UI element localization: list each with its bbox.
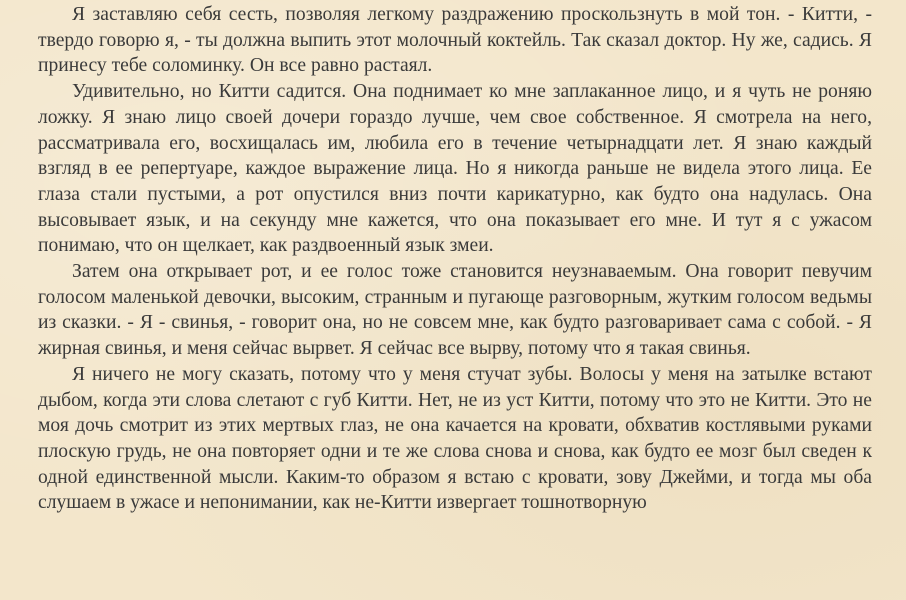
- paragraph-4: Я ничего не могу сказать, потому что у меня стучат зубы. Волосы у меня на затылке встают дыбом, когда эти слова слетают с губ Китти. Нет, не из уст Китти, потому что это не Китти. Это не моя дочь смотрит из этих мертвых глаз, не она качается на кровати, обхватив костлявыми руками плоскую грудь, не она повторяет одни и те же слова снова и снова, как будто ее мозг был сведен к одной единственной мысли. Каким-то образом я встаю с кровати, зову Джейми, и тогда мы оба слушаем в ужасе и непонимании, как не-Китти извергает тошнотворную: [38, 363, 872, 514]
- paragraph-2: Удивительно, но Китти садится. Она поднимает ко мне заплаканное лицо, и я чуть не роняю ложку. Я знаю лицо своей дочери гораздо лучше, чем свое собственное. Я смотрела на него, рассматривала его, восхищалась им, любила его в течение четырнадцати лет. Я знаю каждый взгляд в ее репертуаре, каждое выражение лица. Но я никогда раньше не видела этого лица. Ее глаза стали пустыми, а рот опустился вниз почти карикатурно, как будто она надулась. Она высовывает язык, и на секунду мне кажется, что она показывает его мне. И тут я с ужасом понимаю, что он щелкает, как раздвоенный язык змеи.: [38, 81, 872, 257]
- paragraph-1: Я заставляю себя сесть, позволяя легкому раздражению проскользнуть в мой тон. - Китти, - твердо говорю я, - ты должна выпить этот молочный коктейль. Так сказал доктор. Ну же, садись. Я принесу тебе соломинку. Он все равно растаял.: [38, 4, 872, 77]
- paragraph-3: Затем она открывает рот, и ее голос тоже становится неузнаваемым. Она говорит певучим голосом маленькой девочки, высоким, странным и пугающе разговорным, жутким голосом ведьмы из сказки. - Я - свинья, - говорит она, но не совсем мне, как будто разговаривает сама с собой. - Я жирная свинья, и меня сейчас вырвет. Я сейчас все вырву, потому что я такая свинья.: [38, 261, 872, 360]
